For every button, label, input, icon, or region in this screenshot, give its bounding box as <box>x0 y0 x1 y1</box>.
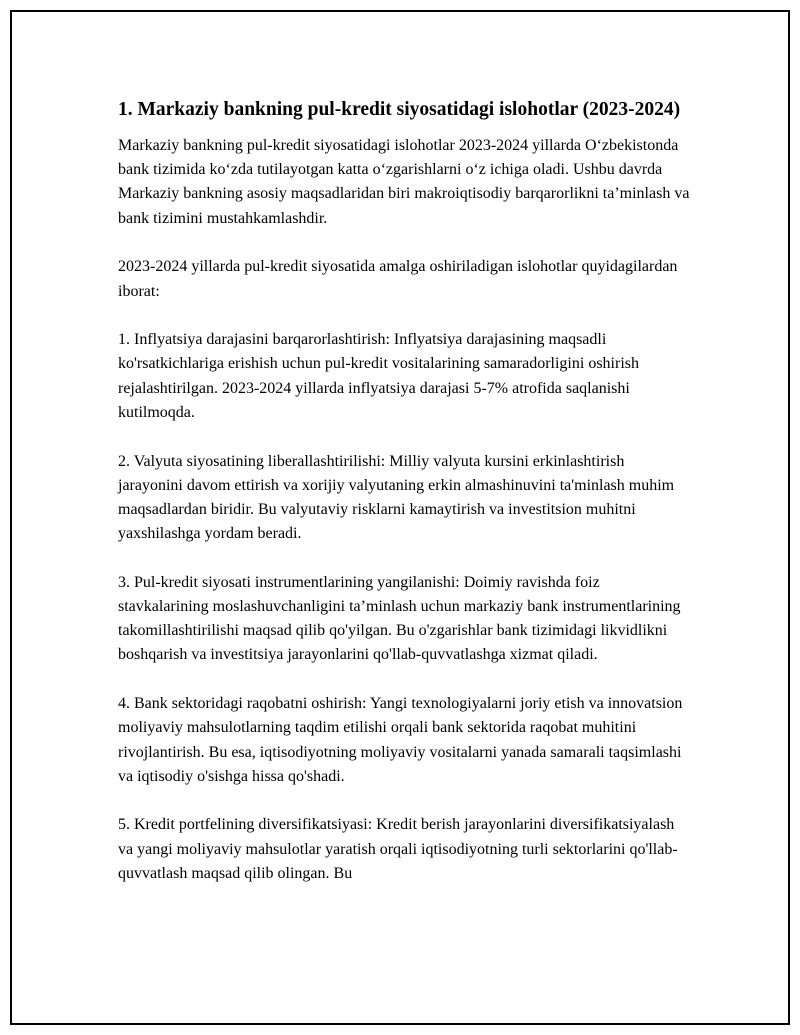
document-body <box>118 96 693 911</box>
paragraph-item-5-credit: 5. Kredit portfelining diversifikatsiyasi: Kredit berish jarayonlarini diversifikatsiyalash va yangi moliyaviy mahsulotlar yaratish orqali iqtisodiyotning turli sektorlarini qo'llab-quvvatlash maqsad qilib olingan. Bu <box>118 816 678 882</box>
paragraph-reforms-lead: 2023-2024 yillarda pul-kredit siyosatida amalga oshiriladigan islohotlar quyidagilardan iborat: <box>118 258 678 300</box>
document-title: 1. Markaziy bankning pul-kredit siyosatidagi islohotlar (2023-2024) <box>118 99 681 120</box>
page-frame <box>10 10 790 1025</box>
paragraph-item-2-currency: 2. Valyuta siyosatining liberallashtirilishi: Milliy valyuta kursini erkinlashtirish jarayonini davom ettirish va xorijiy valyutaning erkin almashinuvini ta'minlash muhim maqsadlardan biridir. Bu valyutaviy risklarni kamaytirish va investitsion muhitni yaxshilashga yordam beradi. <box>118 452 675 543</box>
paragraph-item-3-instruments: 3. Pul-kredit siyosati instrumentlarining yangilanishi: Doimiy ravishda foiz stavkalarining moslashuvchanligini ta’minlash uchun markaziy bank instrumentlarining takomillashtirilishi maqsad qilib qo'yilgan. Bu o'zgarishlar bank tizimidagi likvidlikni boshqarish va investitsiya jarayonlarini qo'llab-quvvatlashga xizmat qiladi. <box>118 573 681 664</box>
paragraph-item-1-inflation: 1. Inflyatsiya darajasini barqarorlashtirish: Inflyatsiya darajasining maqsadli ko'rsatkichlariga erishish uchun pul-kredit vositalarining samaradorligini oshirish rejalashtirilgan. 2023-2024 yillarda inflyatsiya darajasi 5-7% atrofida saqlanishi kutilmoqda. <box>118 331 639 421</box>
paragraph-intro: Markaziy bankning pul-kredit siyosatidagi islohotlar 2023-2024 yillarda O‘zbekistonda bank tizimida ko‘zda tutilayotgan katta o‘zgarishlarni o‘z ichiga oladi. Ushbu davrda Markaziy bankning asosiy maqsadlaridan biri makroiqtisodiy barqarorlikni ta’minlash va bank tizimini mustahkamlashdir. <box>118 137 690 227</box>
paragraph-item-4-competition: 4. Bank sektoridagi raqobatni oshirish: Yangi texnologiyalarni joriy etish va innovatsion moliyaviy mahsulotlarning taqdim etilishi orqali bank sektorida raqobat muhitini rivojlantirish. Bu esa, iqtisodiyotning moliyaviy vositalarni yanada samarali taqsimlashi va iqtisodiy o'sishga hissa qo'shadi. <box>118 695 683 785</box>
